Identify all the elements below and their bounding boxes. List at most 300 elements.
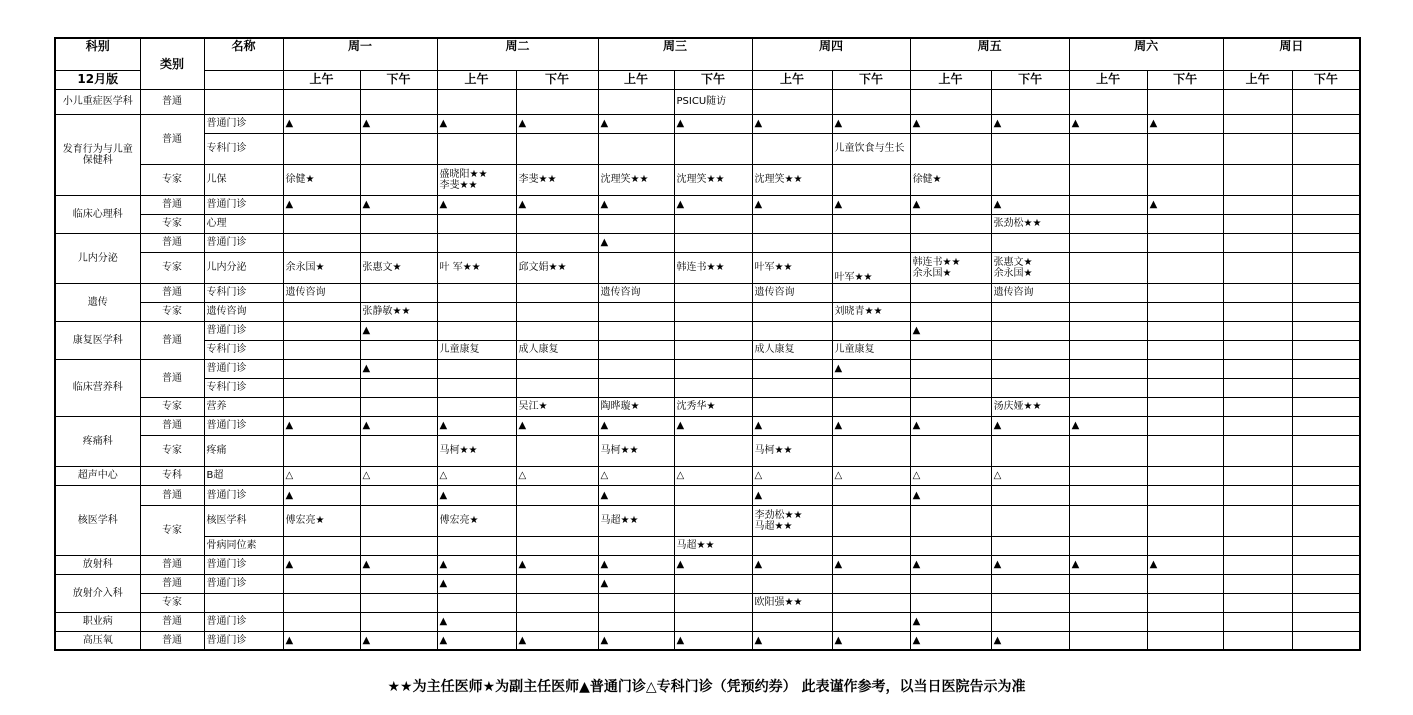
schedule-slot-cell: 张静敏★★ [360, 302, 437, 321]
schedule-slot-cell: ▲ [1069, 555, 1147, 574]
schedule-slot-cell [598, 214, 674, 233]
schedule-slot-cell: △ [437, 466, 516, 485]
department-cell: 超声中心 [55, 466, 140, 485]
schedule-slot-cell [516, 133, 598, 164]
schedule-slot-cell [1292, 133, 1360, 164]
schedule-slot-cell: ▲ [752, 195, 832, 214]
schedule-slot-cell: ▲ [360, 114, 437, 133]
schedule-slot-cell [910, 574, 991, 593]
schedule-slot-cell [283, 435, 360, 466]
schedule-slot-cell [991, 536, 1069, 555]
schedule-slot-cell [1069, 505, 1147, 536]
legend-note: ★★为主任医师★为副主任医师▲普通门诊△专科门诊（凭预约券） 此表谨作参考，以当日医院告示为准 [387, 679, 1026, 695]
schedule-slot-cell [516, 321, 598, 340]
schedule-slot-cell [752, 397, 832, 416]
schedule-slot-cell [283, 536, 360, 555]
schedule-row [55, 321, 1360, 340]
schedule-slot-cell [991, 574, 1069, 593]
schedule-row [55, 574, 1360, 593]
schedule-slot-cell [832, 164, 910, 195]
clinic-name-cell [204, 593, 283, 612]
schedule-slot-cell: △ [283, 466, 360, 485]
schedule-slot-cell [1147, 302, 1223, 321]
clinic-name-cell: 普通门诊 [204, 416, 283, 435]
schedule-slot-cell: ▲ [283, 631, 360, 650]
schedule-slot-cell [1223, 302, 1292, 321]
schedule-slot-cell [283, 397, 360, 416]
schedule-slot-cell [1069, 378, 1147, 397]
schedule-slot-cell: 马超★★ [598, 505, 674, 536]
schedule-slot-cell [910, 133, 991, 164]
schedule-slot-cell: ▲ [991, 195, 1069, 214]
schedule-slot-cell: ▲ [598, 114, 674, 133]
schedule-slot-cell [598, 252, 674, 283]
schedule-slot-cell [1223, 114, 1292, 133]
schedule-slot-cell: 韩连书★★ 余永国★ [910, 252, 991, 283]
schedule-slot-cell: 汤庆娅★★ [991, 397, 1069, 416]
schedule-slot-cell [1147, 612, 1223, 631]
schedule-slot-cell [752, 89, 832, 114]
schedule-slot-cell: ▲ [598, 485, 674, 505]
schedule-slot-cell [516, 435, 598, 466]
schedule-slot-cell: ▲ [910, 485, 991, 505]
schedule-slot-cell [360, 233, 437, 252]
schedule-slot-cell [1292, 397, 1360, 416]
schedule-slot-cell [674, 612, 752, 631]
schedule-slot-cell: ▲ [283, 416, 360, 435]
schedule-slot-cell: ▲ [360, 321, 437, 340]
schedule-slot-cell [752, 302, 832, 321]
schedule-slot-cell [598, 612, 674, 631]
schedule-slot-cell [598, 302, 674, 321]
schedule-slot-cell [1147, 536, 1223, 555]
schedule-slot-cell [516, 485, 598, 505]
schedule-slot-cell [1292, 233, 1360, 252]
schedule-slot-cell [674, 593, 752, 612]
schedule-slot-cell: 儿童康复 [437, 340, 516, 359]
schedule-slot-cell: ▲ [360, 195, 437, 214]
schedule-slot-cell [1292, 302, 1360, 321]
schedule-slot-cell [1292, 536, 1360, 555]
pm-header: 下午 [360, 70, 437, 89]
schedule-row [55, 283, 1360, 302]
schedule-slot-cell [283, 133, 360, 164]
schedule-slot-cell: ▲ [360, 555, 437, 574]
schedule-slot-cell [1069, 397, 1147, 416]
schedule-slot-cell [1223, 555, 1292, 574]
schedule-slot-cell [360, 378, 437, 397]
schedule-slot-cell [1292, 593, 1360, 612]
schedule-slot-cell [360, 593, 437, 612]
clinic-name-cell: 核医学科 [204, 505, 283, 536]
schedule-row [55, 89, 1360, 114]
department-cell: 遗传 [55, 283, 140, 321]
schedule-slot-cell [283, 359, 360, 378]
department-cell: 放射科 [55, 555, 140, 574]
schedule-slot-cell: ▲ [437, 114, 516, 133]
schedule-slot-cell [1069, 302, 1147, 321]
schedule-slot-cell [991, 435, 1069, 466]
schedule-slot-cell [1147, 631, 1223, 650]
am-header: 上午 [283, 70, 360, 89]
schedule-slot-cell: 马柯★★ [598, 435, 674, 466]
schedule-slot-cell [360, 505, 437, 536]
schedule-slot-cell [832, 485, 910, 505]
schedule-slot-cell [283, 214, 360, 233]
department-cell: 康复医学科 [55, 321, 140, 359]
schedule-slot-cell: ▲ [516, 416, 598, 435]
schedule-row [55, 466, 1360, 485]
schedule-slot-cell [1069, 283, 1147, 302]
schedule-slot-cell: ▲ [437, 574, 516, 593]
schedule-slot-cell [516, 593, 598, 612]
schedule-slot-cell [752, 378, 832, 397]
schedule-slot-cell: △ [991, 466, 1069, 485]
schedule-slot-cell [1147, 485, 1223, 505]
schedule-slot-cell: ▲ [910, 195, 991, 214]
schedule-slot-cell [516, 283, 598, 302]
schedule-slot-cell [1223, 397, 1292, 416]
schedule-row [55, 378, 1360, 397]
schedule-slot-cell [1223, 416, 1292, 435]
schedule-slot-cell: 徐健★ [910, 164, 991, 195]
department-cell: 发育行为与儿童保健科 [55, 114, 140, 195]
schedule-slot-cell [283, 89, 360, 114]
schedule-slot-cell [437, 233, 516, 252]
schedule-slot-cell [437, 536, 516, 555]
schedule-slot-cell [832, 283, 910, 302]
clinic-name-cell: 普通门诊 [204, 485, 283, 505]
day-header: 周四 [752, 38, 910, 70]
schedule-slot-cell [1147, 233, 1223, 252]
schedule-slot-cell [1147, 397, 1223, 416]
schedule-slot-cell [516, 359, 598, 378]
schedule-slot-cell [1223, 466, 1292, 485]
schedule-slot-cell: ▲ [910, 612, 991, 631]
schedule-slot-cell [1147, 252, 1223, 283]
schedule-slot-cell [1147, 340, 1223, 359]
schedule-slot-cell: ▲ [832, 416, 910, 435]
schedule-slot-cell [360, 435, 437, 466]
schedule-slot-cell [910, 593, 991, 612]
schedule-slot-cell [1147, 133, 1223, 164]
schedule-row [55, 233, 1360, 252]
schedule-slot-cell [832, 233, 910, 252]
schedule-slot-cell: ▲ [598, 233, 674, 252]
schedule-slot-cell [674, 340, 752, 359]
schedule-slot-cell [1147, 321, 1223, 340]
schedule-slot-cell: ▲ [910, 416, 991, 435]
schedule-slot-cell: ▲ [832, 631, 910, 650]
schedule-slot-cell [752, 574, 832, 593]
schedule-slot-cell: 张惠文★ [360, 252, 437, 283]
clinic-name-cell: 普通门诊 [204, 612, 283, 631]
schedule-slot-cell: 遗传咨询 [598, 283, 674, 302]
schedule-slot-cell [674, 133, 752, 164]
schedule-slot-cell: ▲ [283, 485, 360, 505]
clinic-name-cell: 普通门诊 [204, 359, 283, 378]
schedule-slot-cell [283, 612, 360, 631]
schedule-slot-cell [1292, 555, 1360, 574]
schedule-slot-cell [1069, 195, 1147, 214]
department-cell: 小儿重症医学科 [55, 89, 140, 114]
schedule-slot-cell [991, 321, 1069, 340]
clinic-type-cell: 专家 [140, 397, 204, 416]
clinic-type-cell: 普通 [140, 612, 204, 631]
schedule-slot-cell [1147, 593, 1223, 612]
schedule-slot-cell [1069, 536, 1147, 555]
schedule-slot-cell: 李劲松★★ 马超★★ [752, 505, 832, 536]
schedule-slot-cell [1223, 340, 1292, 359]
schedule-slot-cell: ▲ [910, 555, 991, 574]
schedule-slot-cell: 成人康复 [752, 340, 832, 359]
clinic-name-cell: 专科门诊 [204, 378, 283, 397]
schedule-slot-cell [1147, 214, 1223, 233]
schedule-row [55, 114, 1360, 133]
schedule-slot-cell [1147, 416, 1223, 435]
schedule-slot-cell [910, 397, 991, 416]
schedule-slot-cell [1223, 378, 1292, 397]
schedule-slot-cell: 成人康复 [516, 340, 598, 359]
schedule-slot-cell [910, 283, 991, 302]
pm-header: 下午 [991, 70, 1069, 89]
day-header: 周一 [283, 38, 437, 70]
schedule-slot-cell [598, 133, 674, 164]
schedule-slot-cell: ▲ [910, 631, 991, 650]
clinic-type-cell: 普通 [140, 574, 204, 593]
schedule-row [55, 133, 1360, 164]
clinic-type-cell: 普通 [140, 555, 204, 574]
schedule-slot-cell [1069, 340, 1147, 359]
schedule-slot-cell: △ [832, 466, 910, 485]
schedule-slot-cell [437, 593, 516, 612]
schedule-slot-cell: ▲ [437, 416, 516, 435]
schedule-slot-cell: 儿童康复 [832, 340, 910, 359]
schedule-slot-cell: 沈理笑★★ [674, 164, 752, 195]
schedule-slot-cell [516, 612, 598, 631]
schedule-slot-cell: ▲ [598, 631, 674, 650]
schedule-slot-cell: ▲ [598, 416, 674, 435]
schedule-slot-cell [1292, 378, 1360, 397]
schedule-row [55, 505, 1360, 536]
schedule-slot-cell [832, 378, 910, 397]
schedule-slot-cell: 叶军★★ [832, 252, 910, 283]
schedule-slot-cell [360, 612, 437, 631]
schedule-slot-cell [991, 233, 1069, 252]
schedule-slot-cell: ▲ [360, 416, 437, 435]
schedule-slot-cell [516, 378, 598, 397]
schedule-slot-cell: ▲ [832, 114, 910, 133]
schedule-slot-cell [752, 359, 832, 378]
schedule-slot-cell: ▲ [360, 359, 437, 378]
department-cell: 临床营养科 [55, 359, 140, 416]
schedule-slot-cell [910, 214, 991, 233]
clinic-type-cell: 专家 [140, 252, 204, 283]
schedule-slot-cell [832, 321, 910, 340]
schedule-slot-cell: 余永国★ [283, 252, 360, 283]
schedule-slot-cell [1223, 359, 1292, 378]
version-label: 12月版 [55, 70, 140, 89]
schedule-slot-cell: △ [516, 466, 598, 485]
schedule-slot-cell [910, 505, 991, 536]
schedule-slot-cell: 沈理笑★★ [752, 164, 832, 195]
schedule-slot-cell [1223, 214, 1292, 233]
clinic-name-cell: 普通门诊 [204, 631, 283, 650]
schedule-row [55, 631, 1360, 650]
schedule-row [55, 359, 1360, 378]
schedule-slot-cell [1069, 485, 1147, 505]
schedule-slot-cell [1069, 593, 1147, 612]
am-header: 上午 [1223, 70, 1292, 89]
schedule-slot-cell: 马柯★★ [752, 435, 832, 466]
clinic-type-cell: 普通 [140, 321, 204, 359]
schedule-slot-cell: ▲ [910, 114, 991, 133]
schedule-slot-cell [437, 321, 516, 340]
schedule-slot-cell [516, 233, 598, 252]
department-cell: 疼痛科 [55, 416, 140, 466]
schedule-slot-cell [598, 593, 674, 612]
schedule-slot-cell [910, 340, 991, 359]
schedule-slot-cell: ▲ [516, 555, 598, 574]
schedule-slot-cell: ▲ [674, 555, 752, 574]
schedule-slot-cell [1147, 466, 1223, 485]
schedule-slot-cell [437, 133, 516, 164]
schedule-slot-cell [752, 536, 832, 555]
schedule-slot-cell [1147, 359, 1223, 378]
schedule-slot-cell [991, 359, 1069, 378]
clinic-type-cell: 专家 [140, 435, 204, 466]
schedule-slot-cell [1223, 252, 1292, 283]
schedule-slot-cell [991, 133, 1069, 164]
am-header: 上午 [437, 70, 516, 89]
schedule-slot-cell [674, 321, 752, 340]
schedule-row [55, 435, 1360, 466]
clinic-name-cell: 专科门诊 [204, 340, 283, 359]
schedule-slot-cell [991, 505, 1069, 536]
schedule-slot-cell: 儿童饮食与生长 [832, 133, 910, 164]
clinic-type-cell: 专科 [140, 466, 204, 485]
schedule-slot-cell [1292, 612, 1360, 631]
schedule-slot-cell: ▲ [1147, 195, 1223, 214]
schedule-row [55, 164, 1360, 195]
schedule-slot-cell [1223, 574, 1292, 593]
schedule-slot-cell [598, 378, 674, 397]
schedule-slot-cell [1223, 195, 1292, 214]
schedule-slot-cell [832, 89, 910, 114]
schedule-slot-cell [360, 164, 437, 195]
schedule-slot-cell [832, 435, 910, 466]
schedule-slot-cell: ▲ [1069, 114, 1147, 133]
schedule-slot-cell [437, 378, 516, 397]
schedule-slot-cell: △ [910, 466, 991, 485]
pm-header: 下午 [516, 70, 598, 89]
schedule-slot-cell [1069, 164, 1147, 195]
schedule-slot-cell: ▲ [991, 555, 1069, 574]
department-cell: 临床心理科 [55, 195, 140, 233]
clinic-name-cell: 儿保 [204, 164, 283, 195]
schedule-row [55, 195, 1360, 214]
schedule-slot-cell: 欧阳强★★ [752, 593, 832, 612]
schedule-slot-cell: 傅宏亮★ [437, 505, 516, 536]
schedule-slot-cell: ▲ [437, 485, 516, 505]
schedule-slot-cell [1069, 321, 1147, 340]
day-header: 周五 [910, 38, 1069, 70]
schedule-slot-cell: ▲ [437, 612, 516, 631]
schedule-slot-cell: 陶晔璇★ [598, 397, 674, 416]
schedule-slot-cell [1292, 89, 1360, 114]
schedule-slot-cell [991, 378, 1069, 397]
schedule-slot-cell [516, 89, 598, 114]
schedule-row [55, 612, 1360, 631]
clinic-name-cell: 普通门诊 [204, 233, 283, 252]
schedule-slot-cell [991, 340, 1069, 359]
schedule-slot-cell [1292, 252, 1360, 283]
day-header: 周二 [437, 38, 598, 70]
schedule-slot-cell [910, 89, 991, 114]
schedule-slot-cell: ▲ [752, 416, 832, 435]
schedule-slot-cell [283, 574, 360, 593]
clinic-name-cell: 专科门诊 [204, 133, 283, 164]
schedule-slot-cell [1292, 114, 1360, 133]
clinic-schedule-table [54, 37, 1361, 651]
schedule-slot-cell: 韩连书★★ [674, 252, 752, 283]
schedule-slot-cell: ▲ [516, 195, 598, 214]
schedule-slot-cell [1223, 612, 1292, 631]
dept-header: 科别 [55, 38, 140, 70]
schedule-slot-cell: 遗传咨询 [283, 283, 360, 302]
schedule-slot-cell [832, 593, 910, 612]
schedule-slot-cell [1292, 485, 1360, 505]
schedule-slot-cell [360, 536, 437, 555]
schedule-slot-cell [516, 214, 598, 233]
schedule-slot-cell: ▲ [991, 114, 1069, 133]
schedule-slot-cell [1147, 164, 1223, 195]
schedule-slot-cell [832, 214, 910, 233]
schedule-slot-cell [832, 397, 910, 416]
clinic-name-cell: 骨病同位素 [204, 536, 283, 555]
schedule-slot-cell [1223, 536, 1292, 555]
schedule-slot-cell [991, 164, 1069, 195]
schedule-slot-cell [991, 485, 1069, 505]
schedule-slot-cell [1069, 252, 1147, 283]
schedule-slot-cell [516, 505, 598, 536]
am-header: 上午 [598, 70, 674, 89]
schedule-slot-cell: ▲ [910, 321, 991, 340]
schedule-slot-cell [991, 593, 1069, 612]
schedule-slot-cell: 刘晓青★★ [832, 302, 910, 321]
schedule-slot-cell: ▲ [991, 416, 1069, 435]
schedule-row [55, 555, 1360, 574]
schedule-slot-cell: 盛晓阳★★ 李斐★★ [437, 164, 516, 195]
schedule-slot-cell [360, 133, 437, 164]
schedule-slot-cell: △ [752, 466, 832, 485]
clinic-name-cell: 营养 [204, 397, 283, 416]
schedule-slot-cell [598, 89, 674, 114]
clinic-type-cell: 普通 [140, 233, 204, 252]
schedule-slot-cell: ▲ [832, 195, 910, 214]
schedule-slot-cell [1223, 485, 1292, 505]
clinic-type-cell: 普通 [140, 631, 204, 650]
schedule-slot-cell [1223, 435, 1292, 466]
schedule-slot-cell [1069, 631, 1147, 650]
schedule-slot-cell [1069, 233, 1147, 252]
schedule-slot-cell [832, 505, 910, 536]
schedule-slot-cell: ▲ [283, 195, 360, 214]
schedule-slot-cell [674, 302, 752, 321]
schedule-slot-cell [832, 574, 910, 593]
schedule-slot-cell [1223, 164, 1292, 195]
schedule-slot-cell: △ [598, 466, 674, 485]
